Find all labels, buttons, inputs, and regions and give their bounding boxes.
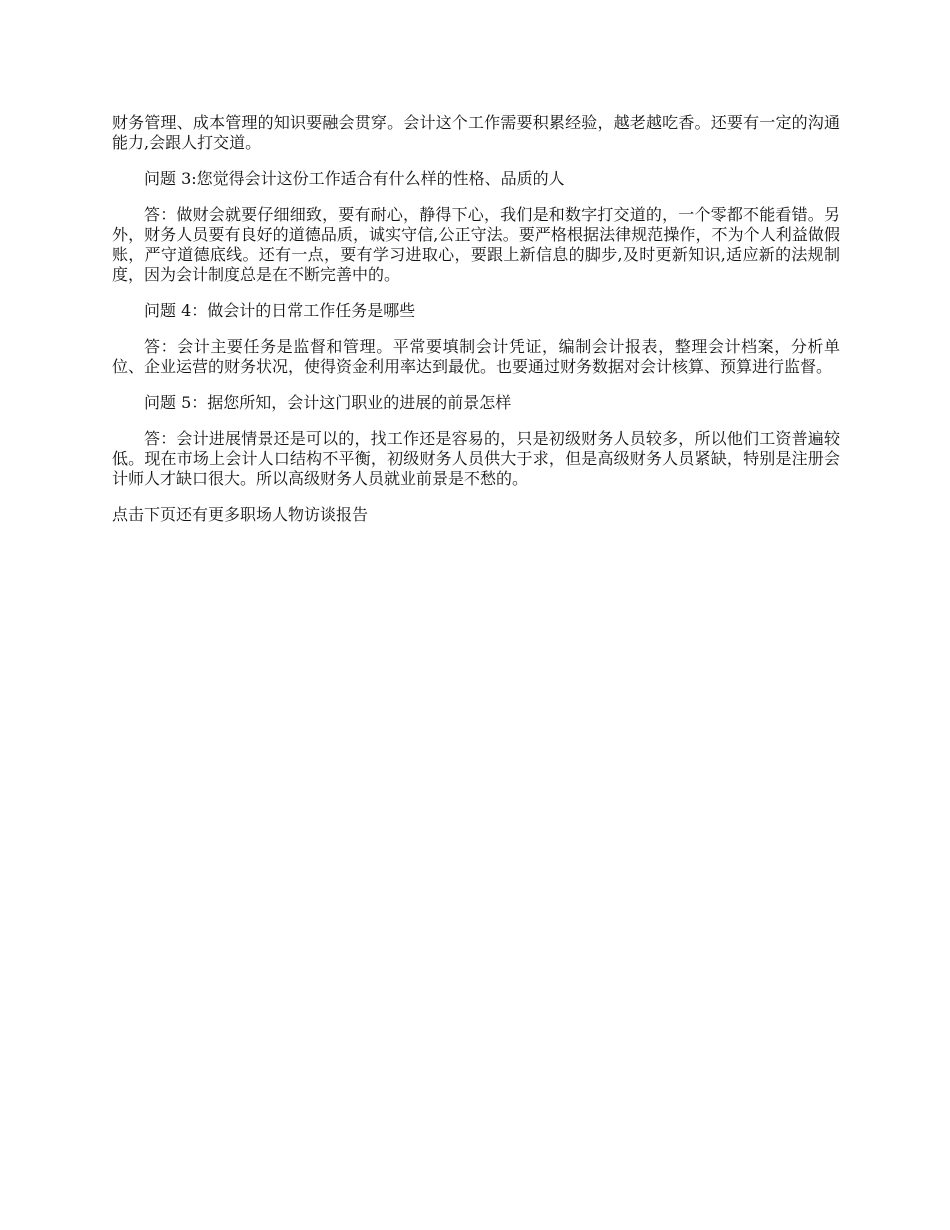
next-page-link[interactable]: 点击下页还有更多职场人物访谈报告 (112, 505, 369, 524)
answer-4: 答：会计主要任务是监督和管理。平常要填制会计凭证，编制会计报表，整理会计档案，分析单位、企业运营的财务状况，使得资金利用率达到最优。也要通过财务数据对会计核算、预算进行监督。 (112, 337, 840, 376)
question-5: 问题 5：据您所知，会计这门职业的进展的前景怎样 (144, 393, 512, 412)
document-page (112, 113, 840, 525)
answer-3: 答：做财会就要仔细细致，要有耐心，静得下心，我们是和数字打交道的，一个零都不能看错。另外，财务人员要有良好的道德品质，诚实守信,公正守法。要严格根据法律规范操作，不为个人利益做假账，严守道德底线。还有一点，要有学习进取心，要跟上新信息的脚步,及时更新知识,适应新的法规制度，因为会计制度总是在不断完善中的。 (112, 205, 840, 284)
question-3: 问题 3:您觉得会计这份工作适合有什么样的性格、品质的人 (144, 169, 565, 188)
question-4: 问题 4：做会计的日常工作任务是哪些 (144, 301, 416, 320)
intro-paragraph: 财务管理、成本管理的知识要融会贯穿。会计这个工作需要积累经验，越老越吃香。还要有一定的沟通能力,会跟人打交道。 (112, 113, 840, 152)
answer-5: 答：会计进展情景还是可以的，找工作还是容易的，只是初级财务人员较多，所以他们工资普遍较低。现在市场上会计人口结构不平衡，初级财务人员供大于求，但是高级财务人员紧缺，特别是注册会计师人才缺口很大。所以高级财务人员就业前景是不愁的。 (112, 429, 840, 488)
